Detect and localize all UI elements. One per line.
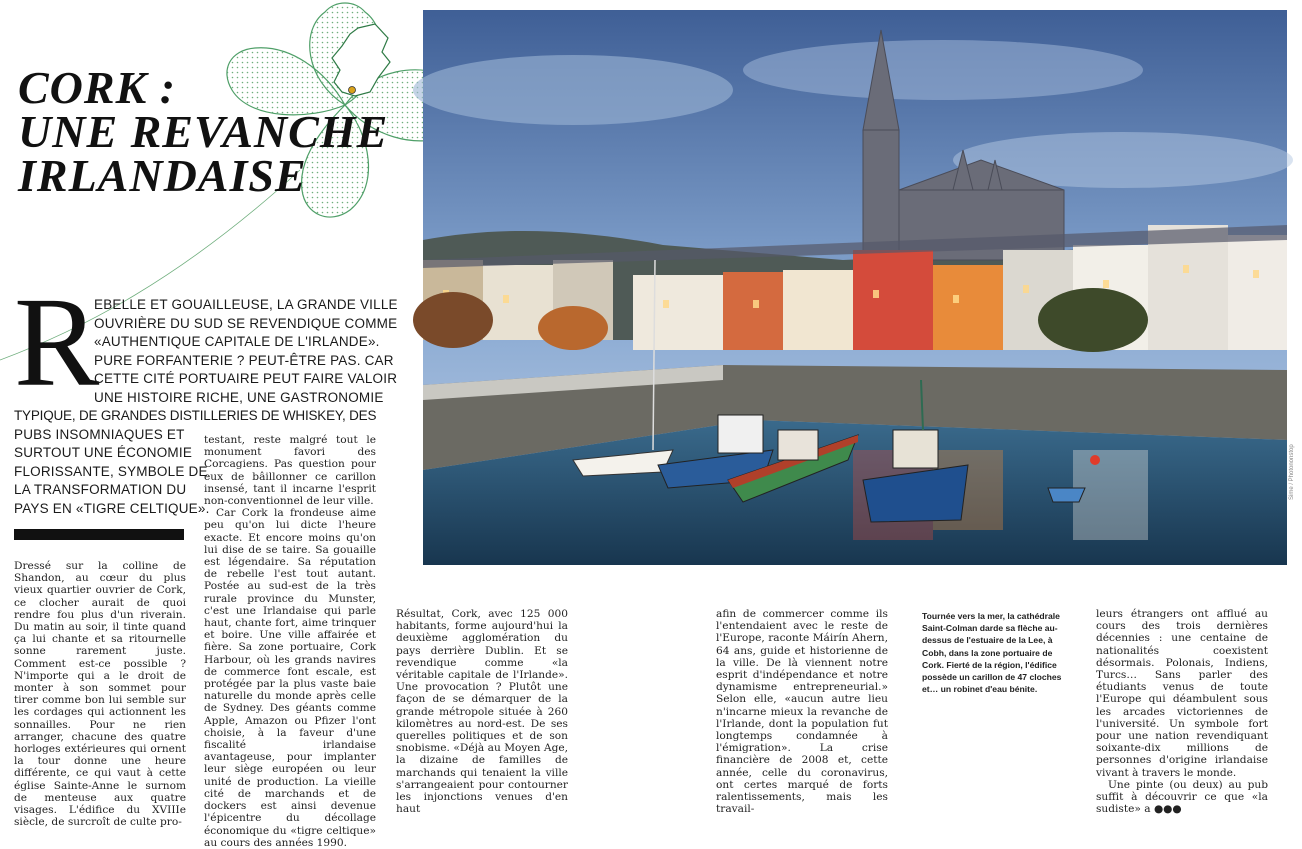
- cobh-harbour-photo: [423, 10, 1287, 565]
- paragraph: Car Cork la frondeuse aime peu qu'on lui dicte l'heure exacte. Et encore moins qu'on lui dise de se taire. Sa gouaille est légendaire. Sa réputation de rebelle l'est tout autant. Postée au sud-est de la très rurale province du Munster, c'est une Irlandaise qui parle haut, chante fort, aime trinquer et boire. Une ville affairée et fière. Sa zone portuaire, Cork Harbour, où les grands navires de commerce font escale, est protégée par la plus vaste baie naturelle du monde après celle de Sydney. Des géants comme Apple, Amazon ou Pfizer l'ont choisie, à la faveur d'une fiscalité irlandaise avantageuse, pour implanter leur siège européen ou leur unité de production. La vieille cité de marchands et de dockers est ainsi devenue l'épicentre du décollage économique du «tigre celtique» au cours des années 1990.: [204, 507, 376, 849]
- intro-line: OUVRIÈRE DU SUD SE REVENDIQUE COMME: [94, 315, 398, 331]
- paragraph: leurs étrangers ont afflué au cours des trois dernières décennies : une centaine de nationalités coexistent désormais. Polonais, Indiens, Turcs… Sans parler des étudiants venus de toute l'Europe qui déambulent sous les arcades victoriennes de l'université. Un symbole fort pour une nation revendiquant soixante-dix millions de personnes d'origine irlandaise vivant à travers le monde.: [1096, 608, 1268, 779]
- body-column-1: [14, 560, 186, 828]
- title-line-2: UNE REVANCHE: [18, 106, 389, 157]
- intro-line: PAYS EN «TIGRE CELTIQUE».: [14, 500, 210, 516]
- intro-line: LA TRANSFORMATION DU: [14, 482, 187, 497]
- body-column-4: [716, 608, 888, 815]
- paragraph: [1096, 779, 1268, 816]
- intro-line: PURE FORFANTERIE ? PEUT-ÊTRE PAS. CAR: [94, 352, 394, 368]
- intro-line: CETTE CITÉ PORTUAIRE PEUT FAIRE VALOIR: [94, 371, 398, 386]
- intro-line: UNE HISTOIRE RICHE, UNE GASTRONOMIE: [94, 389, 384, 405]
- section-rule: [14, 529, 184, 540]
- photo-credit: Sime / Photononstop: [1289, 444, 1295, 500]
- intro-line: EBELLE ET GOUAILLEUSE, LA GRANDE VILLE: [94, 297, 398, 312]
- paragraph: testant, reste malgré tout le monument favori des Corcagiens. Pas question pour eux de bâillonner ce carillon insensé, tant il incarne l'esprit non-conventionnel de leur ville.: [204, 434, 376, 508]
- continuation-mark: ●●●: [1153, 803, 1182, 816]
- drop-cap: R: [14, 271, 100, 413]
- intro-line: PUBS INSOMNIAQUES ET: [14, 426, 185, 442]
- paragraph: afin de commercer comme ils l'entendaient avec le reste de l'Europe, raconte Máirín Ahern, 64 ans, guide et historienne de la ville. De là viennent notre esprit d'indépendance et notre dynamisme entrepreneurial.» Selon elle, «aucun autre lieu n'incarne mieux la revanche de l'Irlande, dont la population fut longtemps condamnée à l'émigration». La crise financière de 2008 et, cette année, celle du coronavirus, ont certes marqué de forts ralentissements, mais les travail-: [716, 608, 888, 816]
- harbour-illustration: [423, 10, 1287, 565]
- title-line-1: CORK :: [18, 62, 177, 113]
- article-title: [18, 62, 418, 201]
- body-column-5: [1096, 608, 1268, 815]
- body-column-2: [204, 434, 376, 849]
- title-line-3: IRLANDAISE: [18, 150, 307, 201]
- intro-line: TYPIQUE, DE GRANDES DISTILLERIES DE WHISKEY, DES: [14, 408, 377, 423]
- body-column-3: [396, 608, 568, 815]
- intro-line: «AUTHENTIQUE CAPITALE DE L'IRLANDE».: [94, 334, 380, 349]
- photo-caption: Tournée vers la mer, la cathédrale Saint-Colman darde sa flèche au-dessus de l'estuaire de la Lee, à Cobh, dans la zone portuaire de Cork. Fierté de la région, l'édifice possède un carillon de 47 cloches et… un robinet d'eau bénite.: [922, 611, 1062, 695]
- paragraph-text: Une pinte (ou deux) au pub suffit à découvrir ce que «la sudiste» a: [1096, 778, 1268, 816]
- paragraph: Dressé sur la colline de Shandon, au cœur du plus vieux quartier ouvrier de Cork, ce clocher aurait de quoi rendre fou plus d'un riverain. Du matin au soir, il tinte quand ça lui chante et sa ritournelle sonne rarement juste. Comment est-ce possible ? N'importe qui a le droit de monter à son sommet pour tirer comme bon lui semble sur les cordages qui actionnent les sonnailles. Pour ne rien arranger, chacune des quatre horloges extérieures qui ornent la tour donne une heure différente, ce qui vaut à cette église Sainte-Anne le surnom de menteuse aux quatre visages. L'édifice du XVIIIe siècle, de surcroît de culte pro-: [14, 560, 186, 829]
- paragraph: Résultat, Cork, avec 125 000 habitants, forme aujourd'hui la deuxième agglomération du pays derrière Dublin. Et se revendique comme «la véritable capitale de l'Irlande». Une provocation ? Plutôt une façon de se démarquer de la grande métropole située à 260 kilomètres au nord-est. De ses querelles politiques et de son snobisme. «Déjà au Moyen Age, la dizaine de familles de marchands qui tenaient la ville s'arrangeaient pour contourner les injonctions venues d'en haut: [396, 608, 568, 816]
- intro-line: SURTOUT UNE ÉCONOMIE: [14, 445, 193, 460]
- intro-line: FLORISSANTE, SYMBOLE DE: [14, 463, 208, 479]
